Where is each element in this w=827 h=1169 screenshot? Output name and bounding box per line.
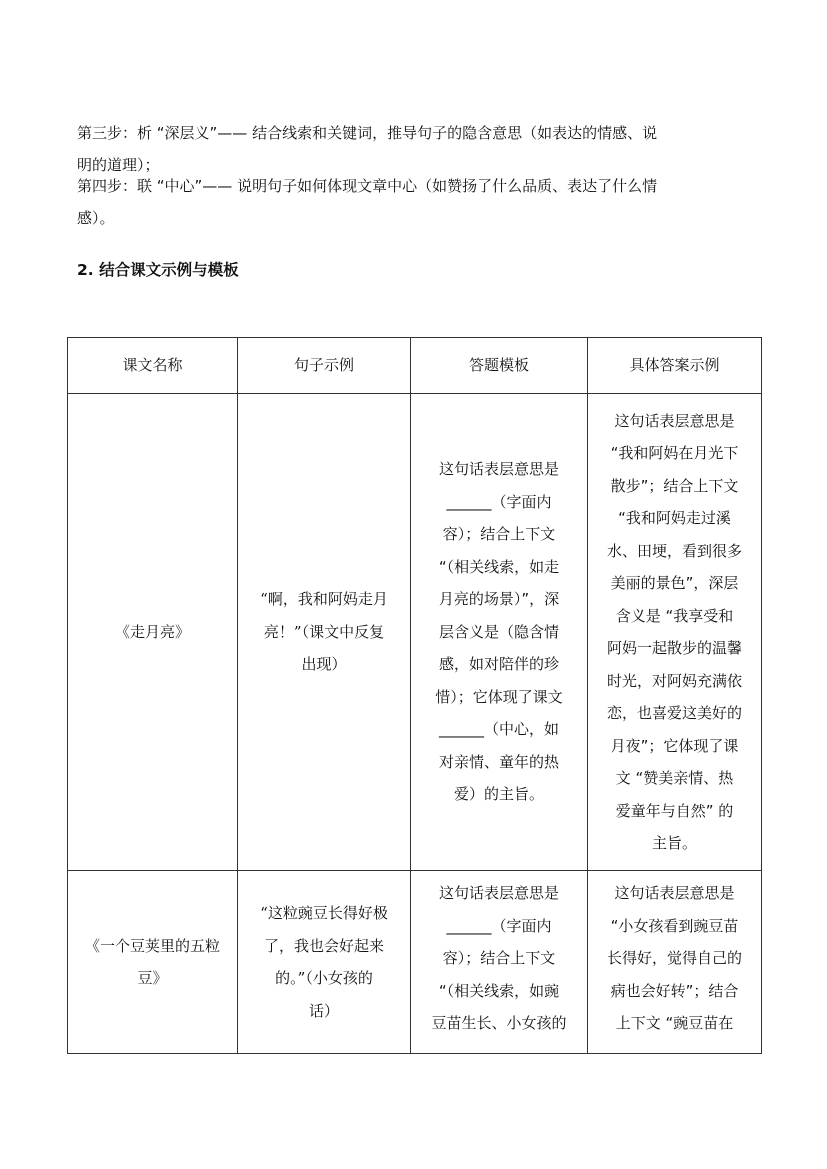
step3-line1: 第三步：析 “深层义”—— 结合线索和关键词，推导句子的隐含意思（如表达的情感、说	[77, 124, 658, 142]
sentence-example: “这粒豌豆长得好极 了，我也会好起来 的。”（小女孩的 话）	[238, 871, 411, 1054]
lesson-title: 《一个豆荚里的五粒 豆》	[68, 871, 238, 1054]
answer-example: 这句话表层意思是 “我和阿妈在月光下 散步”；结合上下文 “我和阿妈走过溪 水、田埂，看到很多 美丽的景色”，深层 含义是 “我享受和 阿妈一起散步的温馨 时光，对阿妈充满依 恋，也喜爱这美好的 月夜”；它体现了课 文 “赞美亲情、热 爱童年与自然” 的 主旨。	[588, 394, 762, 871]
header-cell: 答题模板	[411, 338, 588, 394]
lesson-title: 《走月亮》	[68, 394, 238, 871]
table-row	[68, 394, 762, 871]
section-heading: 2. 结合课文示例与模板	[77, 261, 239, 279]
lesson-template-table	[67, 337, 762, 1054]
table-row	[68, 871, 762, 1054]
step3-line2: 明的道理）；	[77, 156, 160, 174]
table-header-row	[68, 338, 762, 394]
answer-template: 这句话表层意思是 ______（字面内 容）；结合上下文 “（相关线索，如豌 豆苗生长、小女孩的	[411, 871, 588, 1054]
sentence-example: “啊，我和阿妈走月 亮！”（课文中反复 出现）	[238, 394, 411, 871]
answer-template: 这句话表层意思是 ______（字面内 容）；结合上下文 “（相关线索，如走 月亮的场景）”，深 层含义是（隐含情 感，如对陪伴的珍 惜）；它体现了课文 ______（中心，如 对亲情、童年的热 爱）的主旨。	[411, 394, 588, 871]
header-cell: 具体答案示例	[588, 338, 762, 394]
header-cell: 句子示例	[238, 338, 411, 394]
answer-example: 这句话表层意思是 “小女孩看到豌豆苗 长得好，觉得自己的 病也会好转”；结合 上下文 “豌豆苗在	[588, 871, 762, 1054]
header-cell: 课文名称	[68, 338, 238, 394]
step4-line1: 第四步：联 “中心”—— 说明句子如何体现文章中心（如赞扬了什么品质、表达了什么情	[77, 177, 658, 195]
step4-line2: 感）。	[77, 209, 115, 227]
